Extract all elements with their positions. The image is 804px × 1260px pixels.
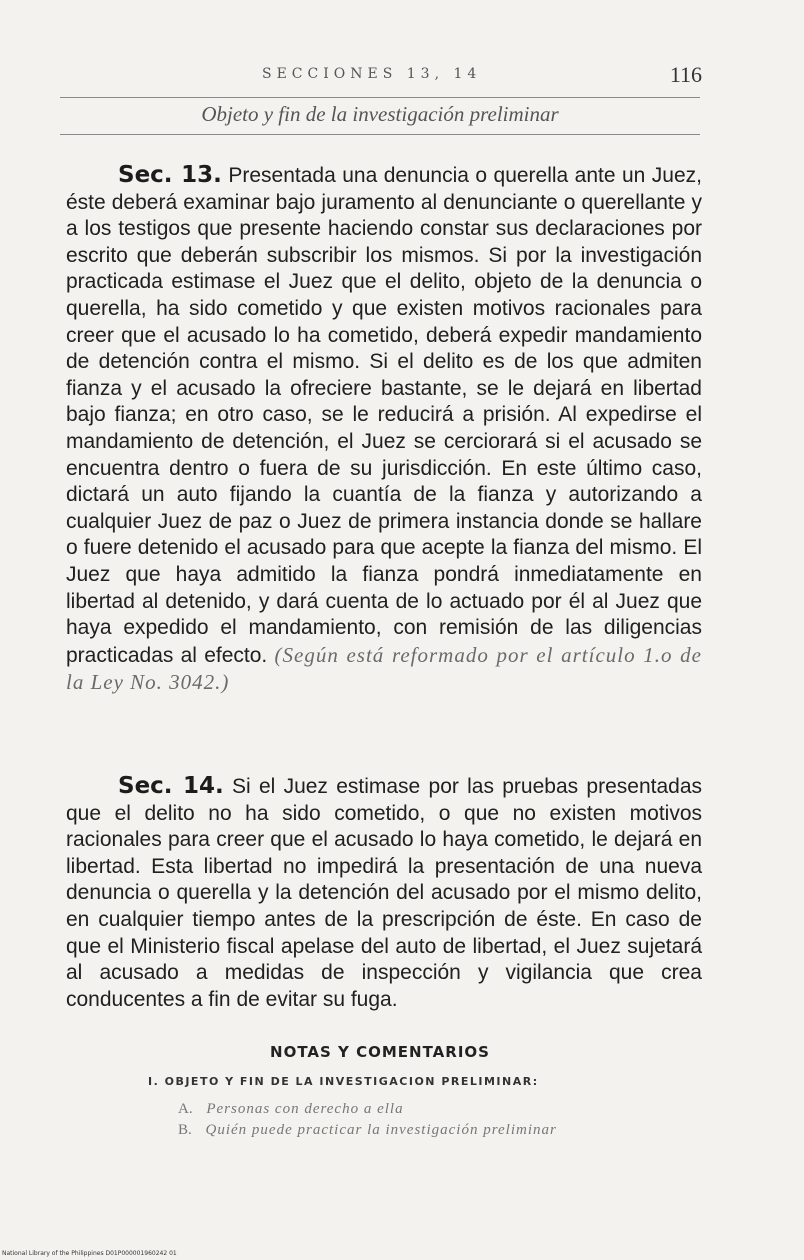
header-rule-bottom	[60, 134, 700, 135]
section-heading: Objeto y fin de la investigación preliminar	[201, 102, 559, 126]
section-13-label: Sec. 13.	[118, 162, 222, 188]
section-14-paragraph	[66, 773, 702, 1013]
toc-item-text: Personas con derecho a ella	[206, 1101, 404, 1117]
toc-item	[178, 1122, 557, 1139]
running-head	[62, 62, 702, 92]
toc-item-text: Quién puede practicar la investigación preliminar	[205, 1122, 557, 1138]
toc-item-letter: B.	[178, 1122, 192, 1138]
running-title: SECCIONES 13, 14	[262, 66, 482, 82]
scan-footer: National Library of the Philippines D01P000001960242 01	[2, 1250, 177, 1257]
toc-heading: I. OBJETO Y FIN DE LA INVESTIGACION PRELIMINAR:	[148, 1075, 539, 1088]
section-14-text: Si el Juez estimase por las pruebas presentadas que el delito no ha sido cometido, o que no existen motivos racionales para creer que el acusado lo haya cometido, le dejará en libertad. Esta libertad no impedirá la presentación de una nueva denuncia o querella y la detención del acusado por el mismo delito, en cualquier tiempo antes de la prescripción de éste. En caso de que el Ministerio fiscal apelase del auto de libertad, el Juez sujetará al acusado a medidas de inspección y vigilancia que crea conducentes a fin de evitar su fuga.	[66, 775, 702, 1011]
section-13-paragraph	[66, 162, 702, 697]
notes-heading: NOTAS Y COMENTARIOS	[270, 1043, 490, 1061]
toc-item-letter: A.	[178, 1101, 193, 1117]
toc-item	[178, 1101, 404, 1118]
header-rule-top	[60, 97, 700, 98]
section-13-citation: (Según está reformado por el artículo 1.o de la Ley No. 3042.)	[66, 642, 702, 695]
page-number: 116	[669, 62, 702, 87]
section-13-text: Presentada una denuncia o querella ante un Juez, éste deberá examinar bajo juramento al denunciante o querellante y a los testigos que presente haciendo constar sus declaraciones por escrito que deberán subscribir los mismos. Si por la investigación practicada estimase el Juez que el delito, objeto de la denuncia o querella, ha sido cometido y que existen motivos racionales para creer que el acusado lo ha cometido, deberá expedir mandamiento de detención contra el mismo. Si el delito es de los que admiten fianza y el acusado la ofreciere bastante, se le dejará en libertad bajo fianza; en otro caso, se le reducirá a prisión. Al expedirse el mandamiento de detención, el Juez se cerciorará si el acusado se encuentra dentro o fuera de su jurisdicción. En este último caso, dictará un auto fijando la cuantía de la fianza y autorizando a cualquier Juez de paz o Juez de primera instancia donde se hallare o fuere detenido el acusado para que acepte la fianza del mismo. El Juez que haya admitido la fianza pondrá inmediatamente en libertad al detenido, y dará cuenta de lo actuado por él al Juez que haya expedido el mandamiento, con remisión de las diligencias practicadas al efecto.	[66, 164, 702, 667]
section-14-label: Sec. 14.	[118, 773, 224, 799]
